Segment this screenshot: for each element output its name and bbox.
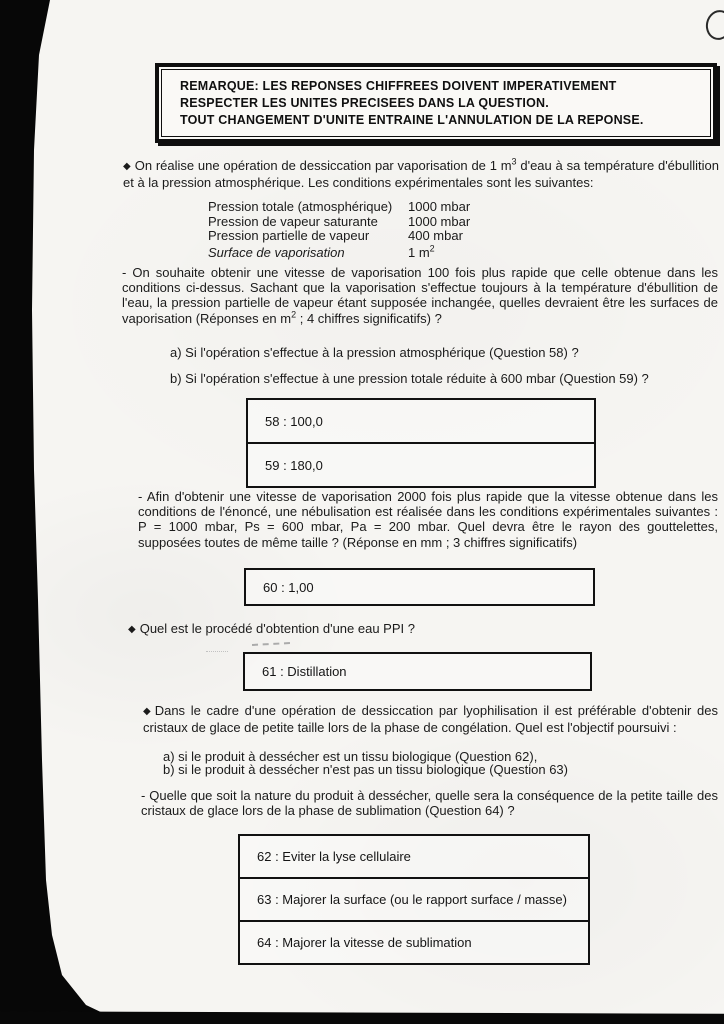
answer-row-62: 62 : Eviter la lyse cellulaire	[240, 836, 588, 879]
answer-row-64: 64 : Majorer la vitesse de sublimation	[257, 935, 472, 950]
remark-box	[155, 63, 717, 143]
answer-row-59: 59 : 180,0	[265, 457, 323, 473]
condition-label: Pression partielle de vapeur	[208, 228, 370, 243]
pencil-mark	[252, 642, 290, 646]
scan-edge-bottom	[0, 1007, 724, 1024]
remark-line-1: REMARQUE: LES REPONSES CHIFFREES DOIVENT IMPERATIVEMENT	[180, 79, 617, 93]
answer-row-60: 60 : 1,00	[263, 579, 314, 595]
vaporisation-intro	[123, 158, 719, 190]
remark-line-2: RESPECTER LES UNITES PRECISEES DANS LA QUESTION.	[180, 96, 549, 110]
condition-value	[408, 243, 435, 261]
lyophilisation-sub-a: a) si le produit à dessécher est un tissu biologique (Question 62),	[163, 749, 538, 764]
diamond-bullet-icon: ◆	[123, 161, 131, 172]
lyophilisation-intro	[143, 703, 718, 735]
intro-superscript: 3	[511, 156, 517, 167]
condition-row	[208, 243, 638, 261]
remark-box-inner	[161, 69, 711, 137]
answer-box-58-59	[246, 398, 596, 488]
lyophilisation-sub-b: b) si le produit à dessécher n'est pas un tissu biologique (Question 63)	[163, 762, 568, 777]
condition-value-superscript: 2	[429, 243, 435, 254]
nebulisation-paragraph: - Afin d'obtenir une vitesse de vaporisation 2000 fois plus rapide que la vitesse obtenue dans les conditions de l'énoncé, une nébulisation est réalisée dans les conditions expérimentales suivantes : P = 1000 mbar, Ps = 600 mbar, Pa = 200 mbar. Quel devra être le rayon des gouttelettes, supposées toutes de même taille ? (Réponse en mm ; 3 chiffres significatifs)	[138, 489, 718, 550]
condition-row	[208, 200, 638, 215]
condition-row	[208, 215, 638, 230]
remark-line-3: TOUT CHANGEMENT D'UNITE ENTRAINE L'ANNULATION DE LA REPONSE.	[180, 113, 644, 127]
condition-label: Pression totale (atmosphérique)	[208, 199, 393, 214]
answer-box-60	[244, 568, 595, 606]
condition-row	[208, 229, 638, 244]
condition-value: 400 mbar	[408, 228, 463, 243]
speed-superscript: 2	[291, 309, 297, 320]
intro-text-post: d'eau à sa température d'ébullition et à la pression atmosphérique. Les conditions expérimentales sont les suivantes:	[123, 158, 719, 191]
speed-question-paragraph	[122, 265, 718, 326]
intro-text-pre: On réalise une opération de dessiccation par vaporisation de 1 m	[134, 158, 512, 173]
answer-box-62-63-64	[238, 834, 590, 965]
condition-label: Pression de vapeur saturante	[208, 213, 378, 229]
answer-box-61	[243, 652, 592, 691]
diamond-bullet-icon: ◆	[128, 624, 136, 635]
diamond-bullet-icon: ◆	[143, 706, 151, 717]
sub-question-b: b) Si l'opération s'effectue à une pression totale réduite à 600 mbar (Question 59) ?	[170, 371, 649, 386]
lyophilisation-intro-text: Dans le cadre d'une opération de dessiccation par lyophilisation il est préférable d'obtenir des cristaux de glace de petite taille lors de la phase de congélation. Quel est l'objectif poursuivi :	[143, 703, 718, 735]
eau-ppi-question-text: Quel est le procédé d'obtention d'une eau PPI ?	[139, 621, 415, 636]
scan-edge-left	[0, 0, 130, 1024]
condition-value: 1000 mbar	[408, 213, 471, 229]
speed-text-post: ; 4 chiffres significatifs) ?	[296, 310, 442, 326]
page-corner-mark-icon	[703, 8, 724, 43]
condition-value: 1000 mbar	[408, 199, 471, 214]
answer-row-63: 63 : Majorer la surface (ou le rapport surface / masse)	[240, 879, 588, 922]
answer-row-58: 58 : 100,0	[248, 400, 594, 444]
experimental-conditions-table	[208, 200, 638, 260]
pencil-mark	[206, 651, 228, 652]
condition-label: Surface de vaporisation	[208, 244, 345, 260]
sub-question-a: a) Si l'opération s'effectue à la pression atmosphérique (Question 58) ?	[170, 345, 579, 360]
answer-row-61: 61 : Distillation	[262, 664, 347, 679]
eau-ppi-question	[128, 621, 415, 636]
speed-text-pre: - On souhaite obtenir une vitesse de vaporisation 100 fois plus rapide que celle obtenue dans les conditions ci-dessus. Sachant que la vaporisation s'effectue toujours à la température d'ébullition de l'eau, la pression partielle de vapeur étant supposée inchangée, quelles devraient être les surfaces de vaporisation (Réponses en m	[122, 265, 718, 326]
condition-value-pre: 1 m	[408, 244, 430, 260]
sublimation-question-paragraph: - Quelle que soit la nature du produit à dessécher, quelle sera la conséquence de la petite taille des cristaux de glace lors de la phase de sublimation (Question 64) ?	[141, 788, 718, 818]
